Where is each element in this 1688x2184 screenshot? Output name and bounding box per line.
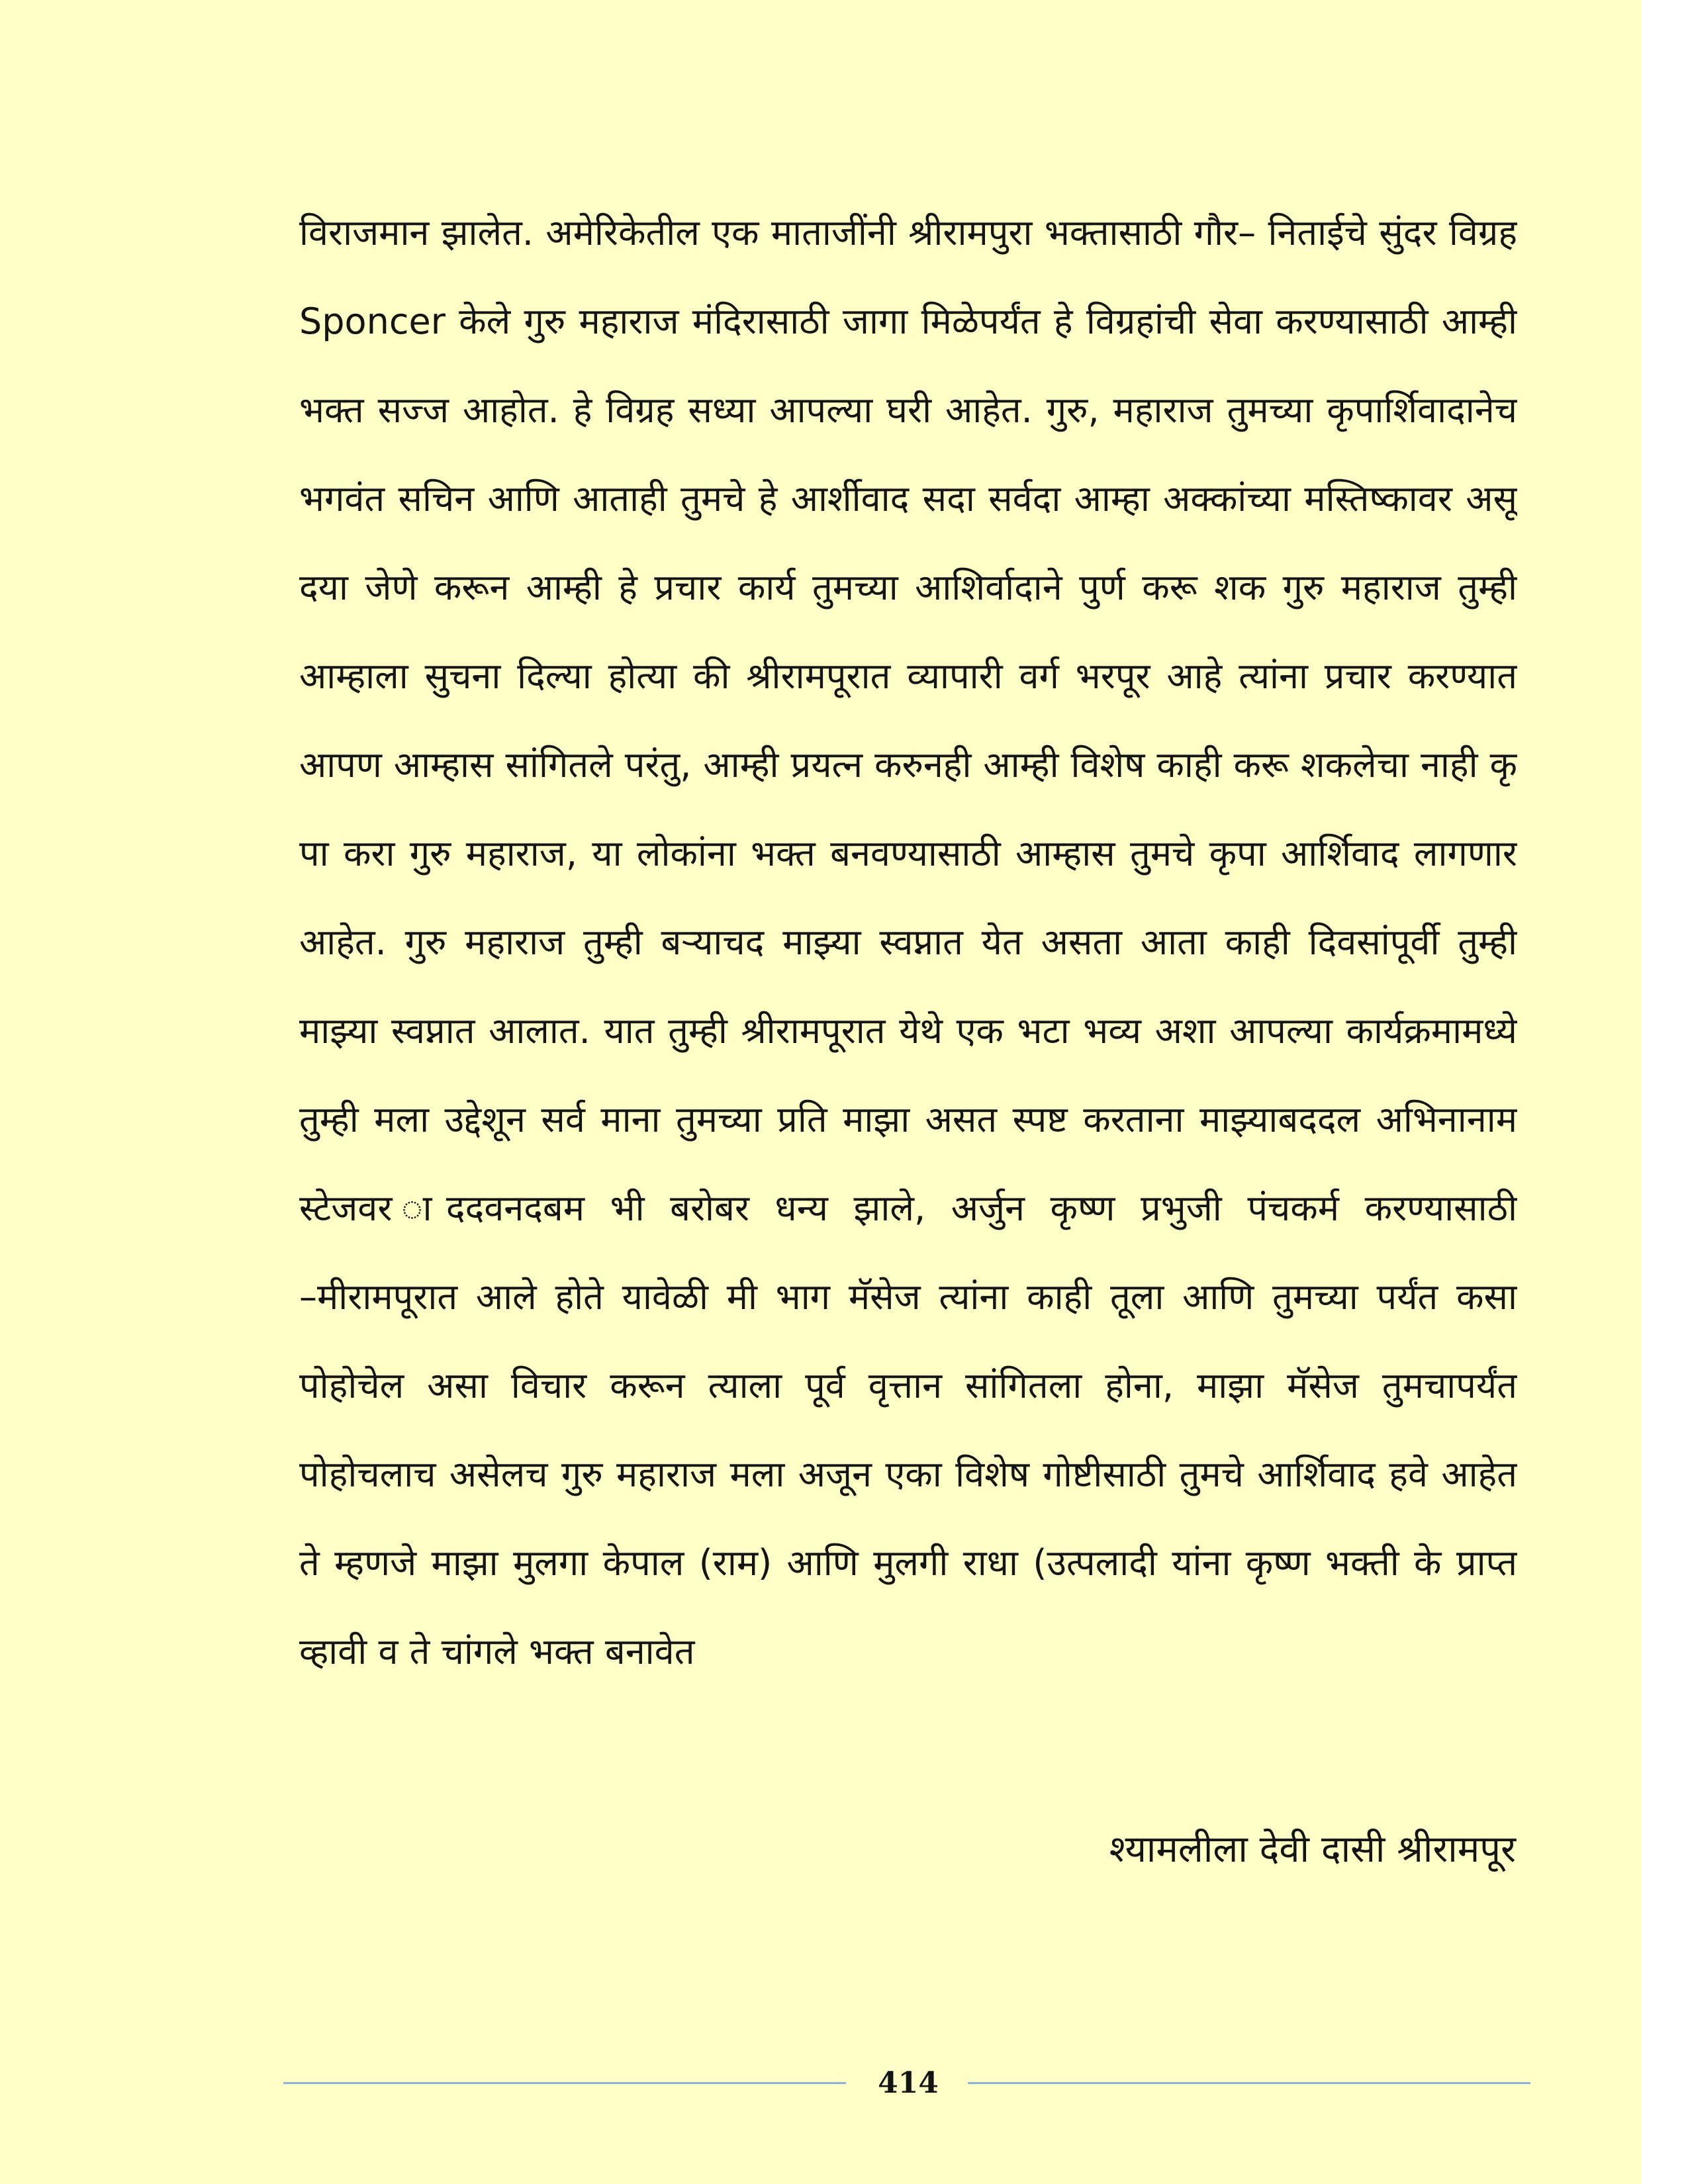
text-line: –मीरामपूरात आले होते यावेळी मी भाग मॅसेज त्यांना काही तूला आणि तुमच्या पर्यंत कसा — [299, 1276, 1517, 1318]
text-line: माझ्या स्वप्नात आलात. यात तुम्ही श्रीरामपूरात येथे एक भटा भव्य अशा आपल्या कार्यक्रमामध्ये — [299, 1010, 1517, 1052]
text-line: पोहोचेल असा विचार करून त्याला पूर्व वृत्तान सांगितला होना, माझा मॅसेज तुमचापर्यंत — [299, 1365, 1517, 1406]
text-line: आहेत. गुरु महाराज तुम्ही बऱ्याचद माझ्या स्वप्नात येत असता आता काही दिवसांपूर्वी तुम्ही — [299, 921, 1517, 963]
text-line: दया जेणे करून आम्ही हे प्रचार कार्य तुमच्या आशिर्वादाने पुर्ण करू शक गुरु महाराज तुम्ही — [299, 567, 1517, 608]
signature: श्यामलीला देवी दासी श्रीरामपूर — [1109, 1828, 1516, 1871]
text-line: पोहोचलाच असेलच गुरु महाराज मला अजून एका विशेष गोष्टीसाठी तुमचे आर्शिवाद हवे आहेत — [299, 1453, 1517, 1495]
footer-rule-right — [968, 2082, 1530, 2084]
text-line: भगवंत सचिन आणि आताही तुमचे हे आर्शीवाद सदा सर्वदा आम्हा अक्कांच्या मस्तिष्कावर असू — [299, 478, 1517, 520]
text-line: भक्त सज्ज आहोत. हे विग्रह सध्या आपल्या घरी आहेत. गुरु, महाराज तुमच्या कृपार्शिवादानेच — [299, 389, 1517, 431]
text-line: तुम्ही मला उद्देशून सर्व माना तुमच्या प्रति माझा असत स्पष्ट करताना माझ्याबददल अभिनानाम — [299, 1099, 1517, 1140]
body-text — [299, 189, 1517, 1696]
page-number: 414 — [878, 2066, 939, 2100]
text-line: विराजमान झालेत. अमेरिकेतील एक माताजींनी श्रीरामपुरा भक्तासाठी गौर– निताईचे सुंदर विग्रह — [299, 212, 1517, 253]
text-line: आम्हाला सुचना दिल्या होत्या की श्रीरामपूरात व्यापारी वर्ग भरपूर आहे त्यांना प्रचार करण्यात — [299, 655, 1517, 697]
footer-rule-left — [283, 2082, 846, 2084]
text-line: पा करा गुरु महाराज, या लोकांना भक्त बनवण्यासाठी आम्हास तुमचे कृपा आर्शिवाद लागणार — [299, 833, 1517, 874]
text-line: ते म्हणजे माझा मुलगा केपाल (राम) आणि मुलगी राधा (उत्पलादी यांना कृष्ण भक्ती के प्राप्त — [299, 1542, 1517, 1584]
text-line: Sponcer केले गुरु महाराज मंदिरासाठी जागा मिळेपर्यंत हे विग्रहांची सेवा करण्यासाठी आम्ही — [299, 300, 1517, 342]
text-line: स्टेजवर ाददवनदबम भी बरोबर धन्य झाले, अर्जुन कृष्ण प्रभुजी पंचकर्म करण्यासाठी — [299, 1187, 1517, 1229]
text-line: व्हावी व ते चांगले भक्त बनावेत — [299, 1631, 695, 1672]
text-line: आपण आम्हास सांगितले परंतु, आम्ही प्रयत्न करुनही आम्ही विशेष काही करू शकलेचा नाही कृ — [299, 744, 1517, 786]
